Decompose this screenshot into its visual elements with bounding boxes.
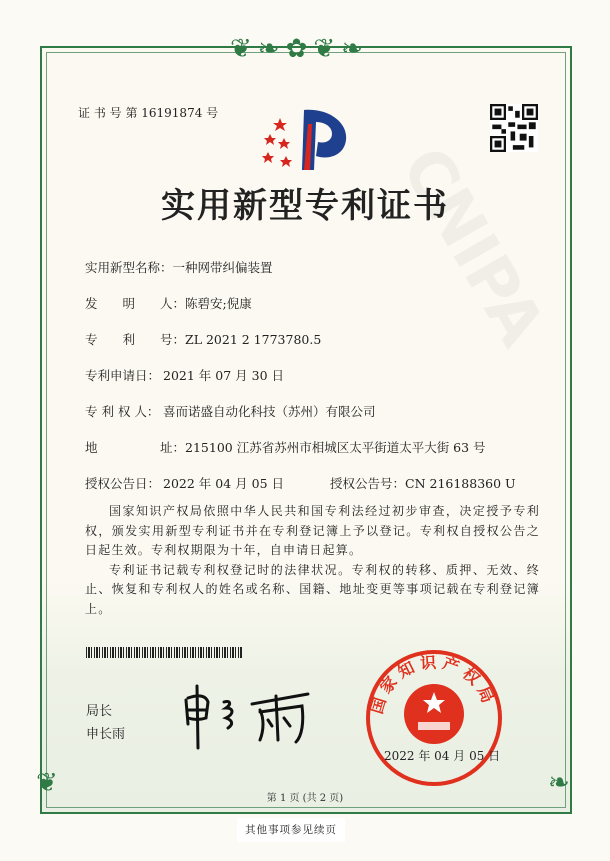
page-number: 第 1 页 (共 2 页) [266,793,344,804]
field-announcement-number [330,474,516,492]
field-application-date [85,366,284,384]
field-label: 专 利 号： [85,332,186,347]
field-patent-number [85,330,321,348]
certificate-number: 证 书 号 第 16191874 号 [78,106,219,120]
corner-ornament-icon: ❦ [36,768,58,798]
field-label: 专利申请日： [85,368,161,383]
field-value: 陈碧安;倪康 [185,296,252,311]
official-seal [364,648,504,788]
director-signature [180,682,315,752]
field-utility-model-name [85,258,273,276]
legal-paragraph: 专利证书记载专利权登记时的法律状况。专利权的转移、质押、无效、终止、恢复和专利权人的姓名或名称、国籍、地址变更等事项记载在专利登记簿上。 [85,562,540,616]
field-label: 地 址： [85,440,186,455]
field-value: CN 216188360 U [405,476,516,491]
director-name: 申长雨 [86,727,126,742]
barcode [86,647,242,658]
field-value: 一种网带纠偏装置 [172,260,273,275]
seal-date: 2022 年 04 月 05 日 [384,749,501,763]
field-grant-date [85,474,284,492]
qr-code [490,104,538,152]
continuation-note: 其他事项参见续页 [237,818,345,842]
field-value: 2022 年 04 月 05 日 [163,476,284,491]
field-label: 实用新型名称： [85,260,173,275]
field-label: 授权公告日： [85,476,161,491]
field-address [85,438,486,456]
field-value: 215100 江苏省苏州市相城区太平街道太平大街 63 号 [185,440,486,455]
top-ornament-icon: ❦❧✿❦❧ [230,34,369,64]
field-label: 发 明 人： [85,296,186,311]
field-value: 喜而诺盛自动化科技（苏州）有限公司 [163,404,376,419]
field-label: 授权公告号： [330,476,406,491]
field-label: 专 利 权 人： [85,404,160,419]
legal-text [85,502,540,619]
field-value: 2021 年 07 月 30 日 [163,368,284,383]
director-title: 局长 [86,704,113,719]
corner-ornament-icon: ❧ [548,768,570,798]
page-title: 实用新型专利证书 [161,186,449,226]
field-value: ZL 2021 2 1773780.5 [185,332,322,347]
seal-text: 国家知识产权局 [366,652,500,717]
legal-paragraph: 国家知识产权局依照中华人民共和国专利法经过初步审查，决定授予专利权，颁发实用新型专利证书并在专利登记簿上予以登记。专利权自授权公告之日起生效。专利权期限为十年，自申请日起算。 [85,504,540,557]
cnipa-logo [258,104,354,174]
field-patentee [85,402,376,420]
field-inventors [85,294,252,312]
